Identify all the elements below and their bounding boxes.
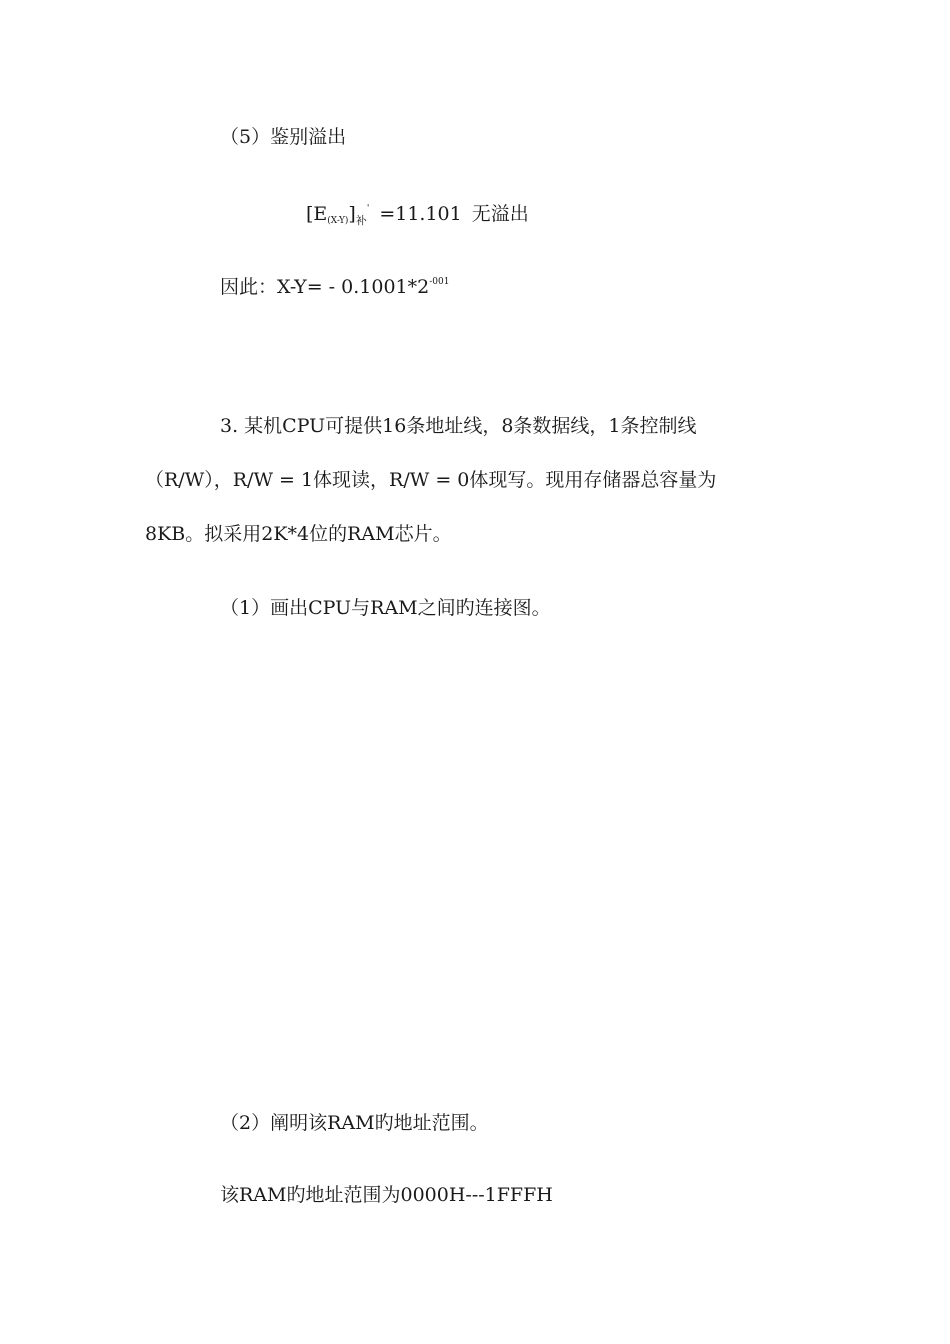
result-line [220, 270, 449, 299]
formula-sub-label: 补 [355, 214, 367, 227]
formula-close: ] [348, 203, 356, 225]
part1-heading: （1）画出CPU与RAM之间旳连接图。 [220, 597, 551, 619]
question3-line2: （R/W），R/W = 1体现读，R/W = 0体现写。现用存储器总容量为 [145, 469, 717, 491]
overflow-formula [306, 197, 529, 233]
formula-prime: ' [366, 204, 370, 214]
question3-line3: 8KB。拟采用2K*4位的RAM芯片。 [145, 523, 452, 545]
formula-subscript: (X-Y) [327, 216, 349, 226]
result-prefix: 因此：X-Y= - 0.1001*2 [220, 276, 430, 298]
formula-note: 无溢出 [471, 203, 529, 225]
question3-line1: 3. 某机CPU可提供16条地址线，8条数据线，1条控制线 [220, 415, 697, 437]
part2-answer: 该RAM旳地址范围为0000H---1FFFH [220, 1184, 553, 1206]
result-exponent: -001 [429, 277, 450, 287]
formula-open: [E [306, 203, 328, 225]
section5-heading: （5）鉴别溢出 [220, 126, 347, 148]
part2-heading: （2）阐明该RAM旳地址范围。 [220, 1112, 489, 1134]
formula-value: =11.101 [379, 203, 462, 225]
